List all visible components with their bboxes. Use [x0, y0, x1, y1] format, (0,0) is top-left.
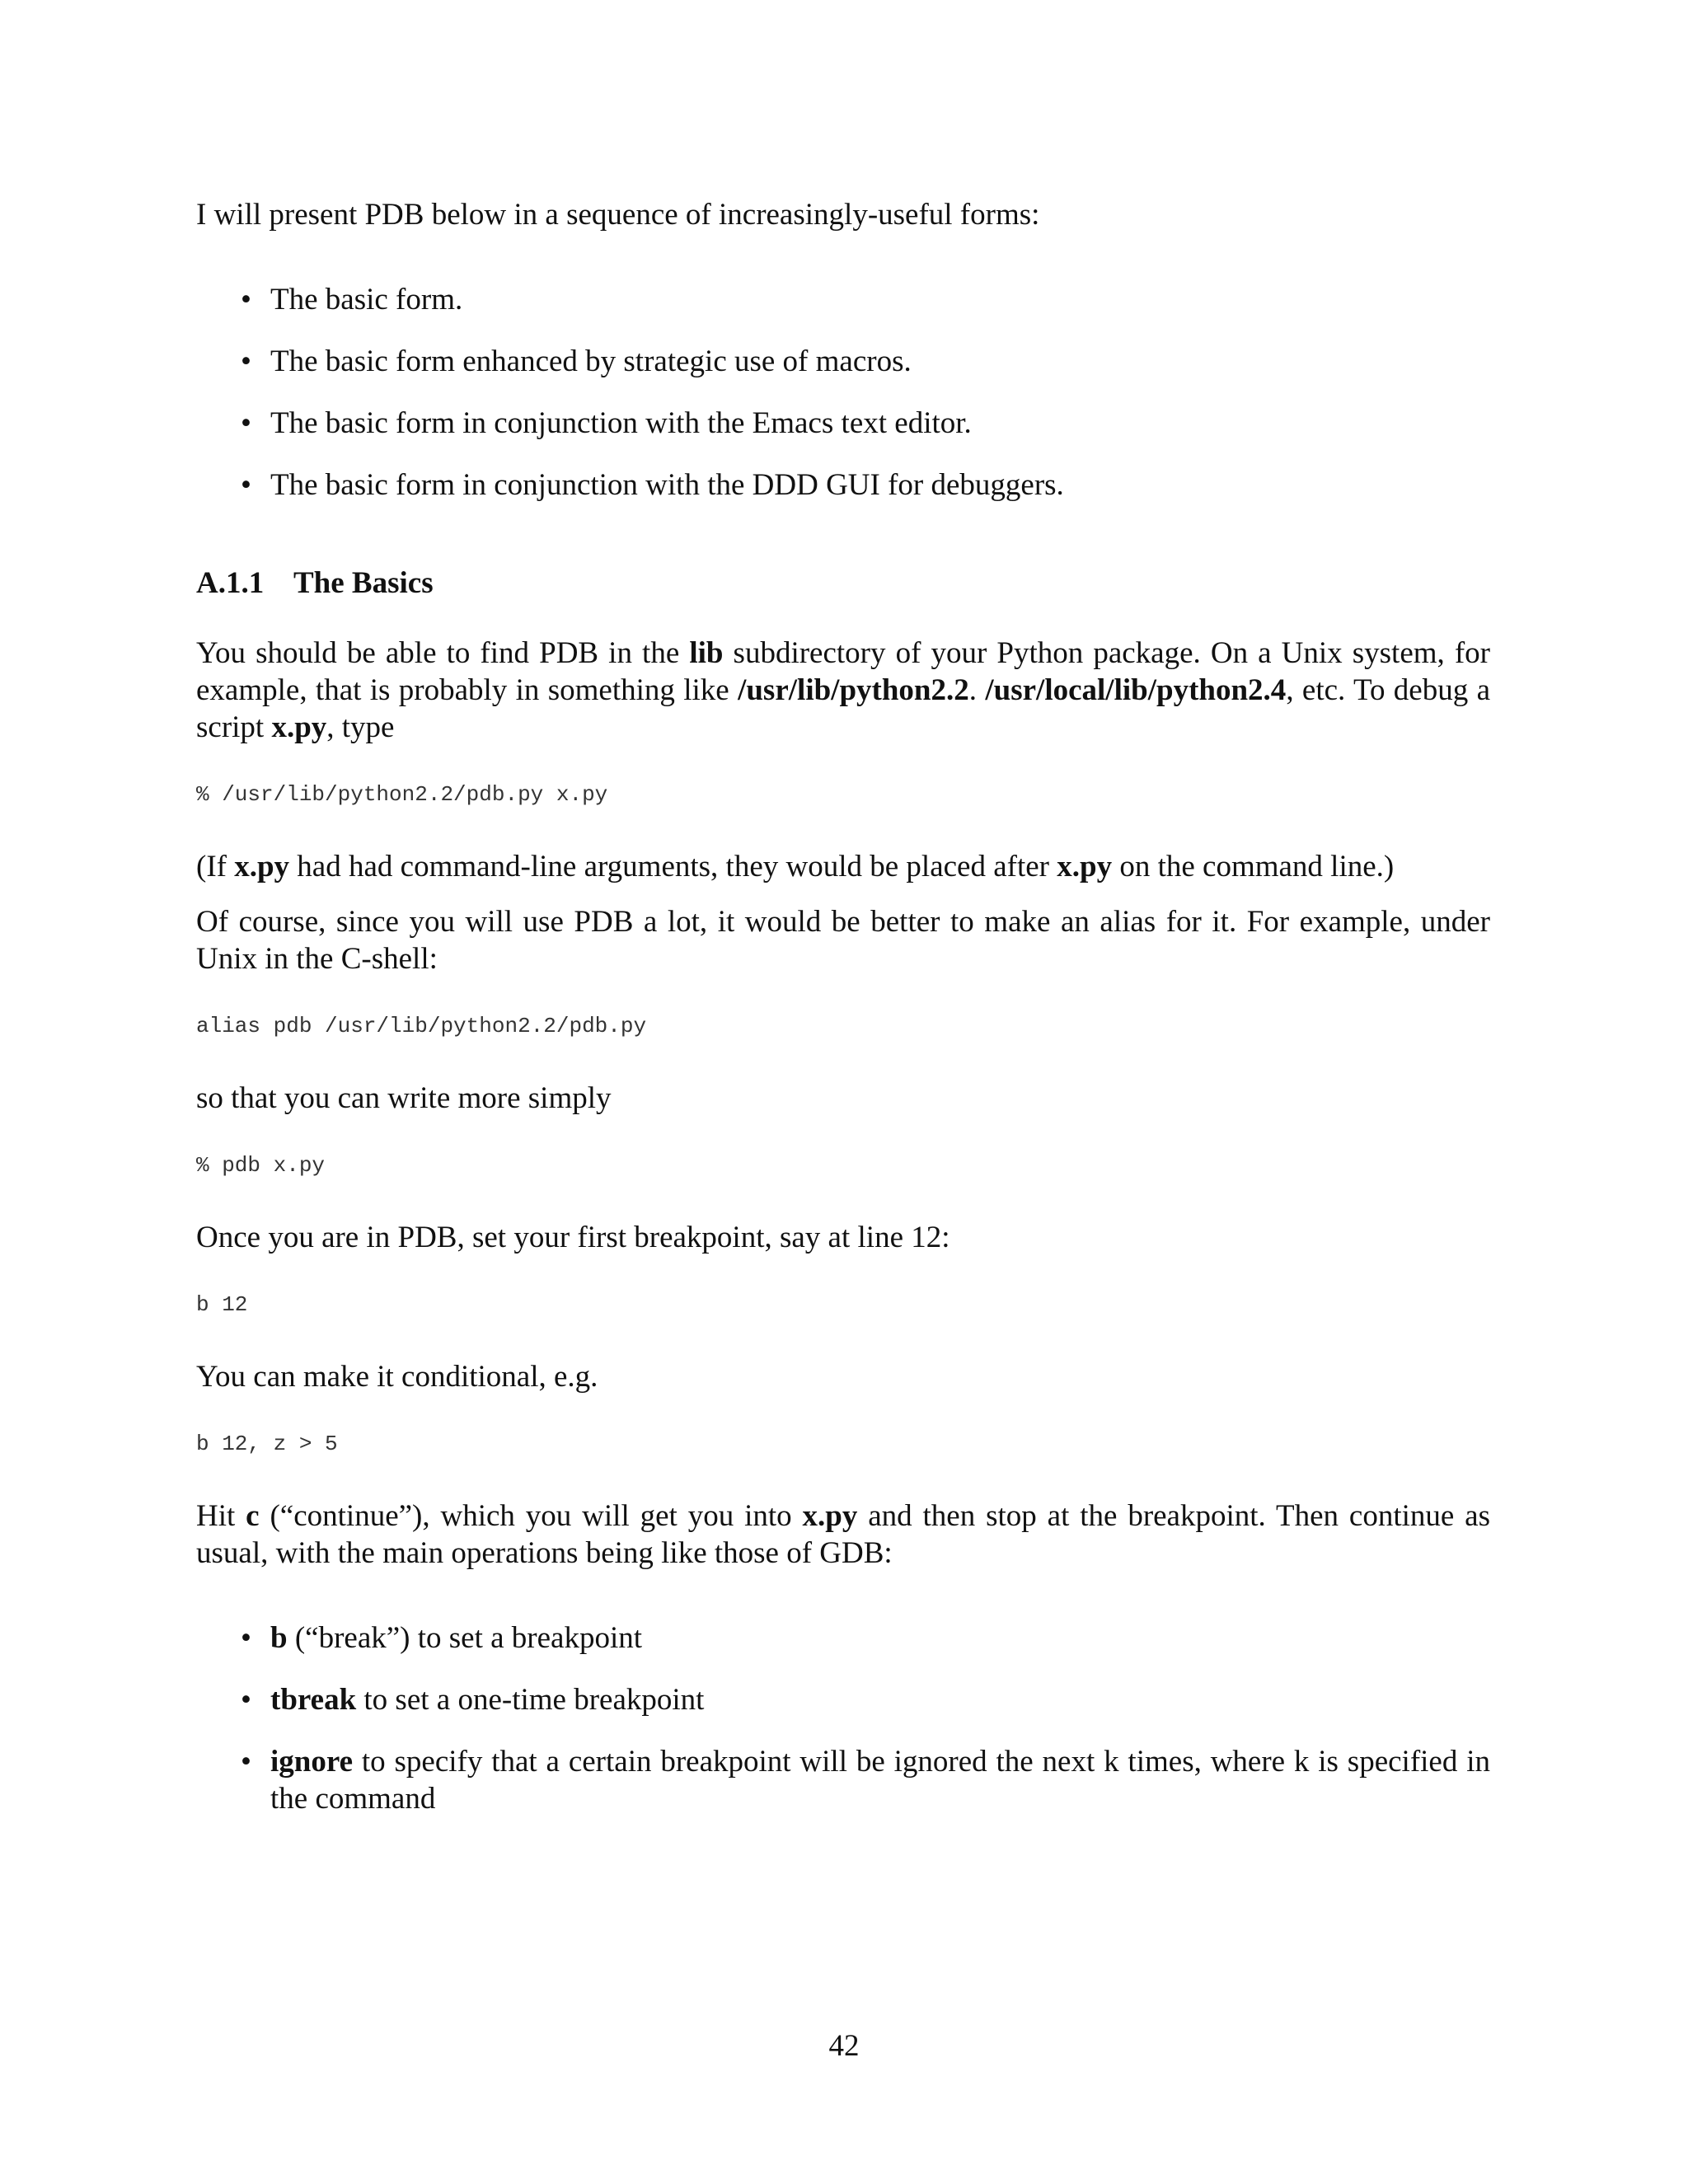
paragraph-write-simply: so that you can write more simply: [196, 1081, 612, 1115]
list-item: • The basic form in conjunction with the DDD GUI for debuggers.: [241, 468, 1064, 502]
paragraph-conditional: You can make it conditional, e.g.: [196, 1360, 598, 1394]
code-block-conditional-break: b 12, z > 5: [196, 1432, 338, 1456]
code-block-alias: alias pdb /usr/lib/python2.2/pdb.py: [196, 1014, 647, 1038]
code-block-pdb-short: % pdb x.py: [196, 1153, 326, 1178]
code-block-break-12: b 12: [196, 1292, 248, 1317]
list-item: • tbreak to set a one-time breakpoint: [241, 1683, 705, 1717]
list-item: • ignore to specify that a certain breakpoint will be ignored the next k times, where k is specified in the command: [241, 1745, 1490, 1816]
bullet-icon: •: [241, 1745, 251, 1779]
bullet-icon: •: [241, 1683, 251, 1717]
paragraph-arguments: (If x.py had had command-line arguments, they would be placed after x.py on the command line.): [196, 850, 1395, 883]
intro-paragraph: I will present PDB below in a sequence of increasingly-useful forms:: [196, 198, 1040, 232]
list-item: • The basic form in conjunction with the Emacs text editor.: [241, 406, 972, 440]
bullet-icon: •: [241, 468, 251, 502]
list-item: • b (“break”) to set a breakpoint: [241, 1621, 643, 1655]
document-page: [196, 196, 1490, 1842]
bullet-icon: •: [241, 406, 251, 440]
paragraph-find-pdb: You should be able to find PDB in the lib subdirectory of your Python package. On a Unix system, for example, that is probably in something like /usr/lib/python2.2. /usr/local/lib/python2.4, etc. To debug a script x.py, type: [196, 636, 1490, 744]
list-item: • The basic form enhanced by strategic use of macros.: [241, 344, 912, 378]
code-block-run-pdb: % /usr/lib/python2.2/pdb.py x.py: [196, 782, 608, 807]
paragraph-continue: Hit c (“continue”), which you will get you into x.py and then stop at the breakpoint. Then continue as usual, with the main operations being like those of GDB:: [196, 1499, 1491, 1570]
bullet-icon: •: [241, 283, 251, 316]
list-item: • The basic form.: [241, 283, 463, 316]
bullet-icon: •: [241, 344, 251, 378]
section-title: The Basics: [293, 566, 434, 600]
page-number: 42: [828, 2029, 860, 2063]
paragraph-alias: Of course, since you will use PDB a lot, it would be better to make an alias for it. For example, under Unix in the C-shell:: [196, 905, 1490, 976]
paragraph-breakpoint: Once you are in PDB, set your first breakpoint, say at line 12:: [196, 1221, 950, 1254]
bullet-icon: •: [241, 1621, 251, 1655]
operations-list: [196, 1619, 1490, 1817]
section-number: A.1.1: [196, 566, 265, 600]
section-heading: [196, 565, 1490, 602]
forms-list: [196, 281, 1490, 504]
